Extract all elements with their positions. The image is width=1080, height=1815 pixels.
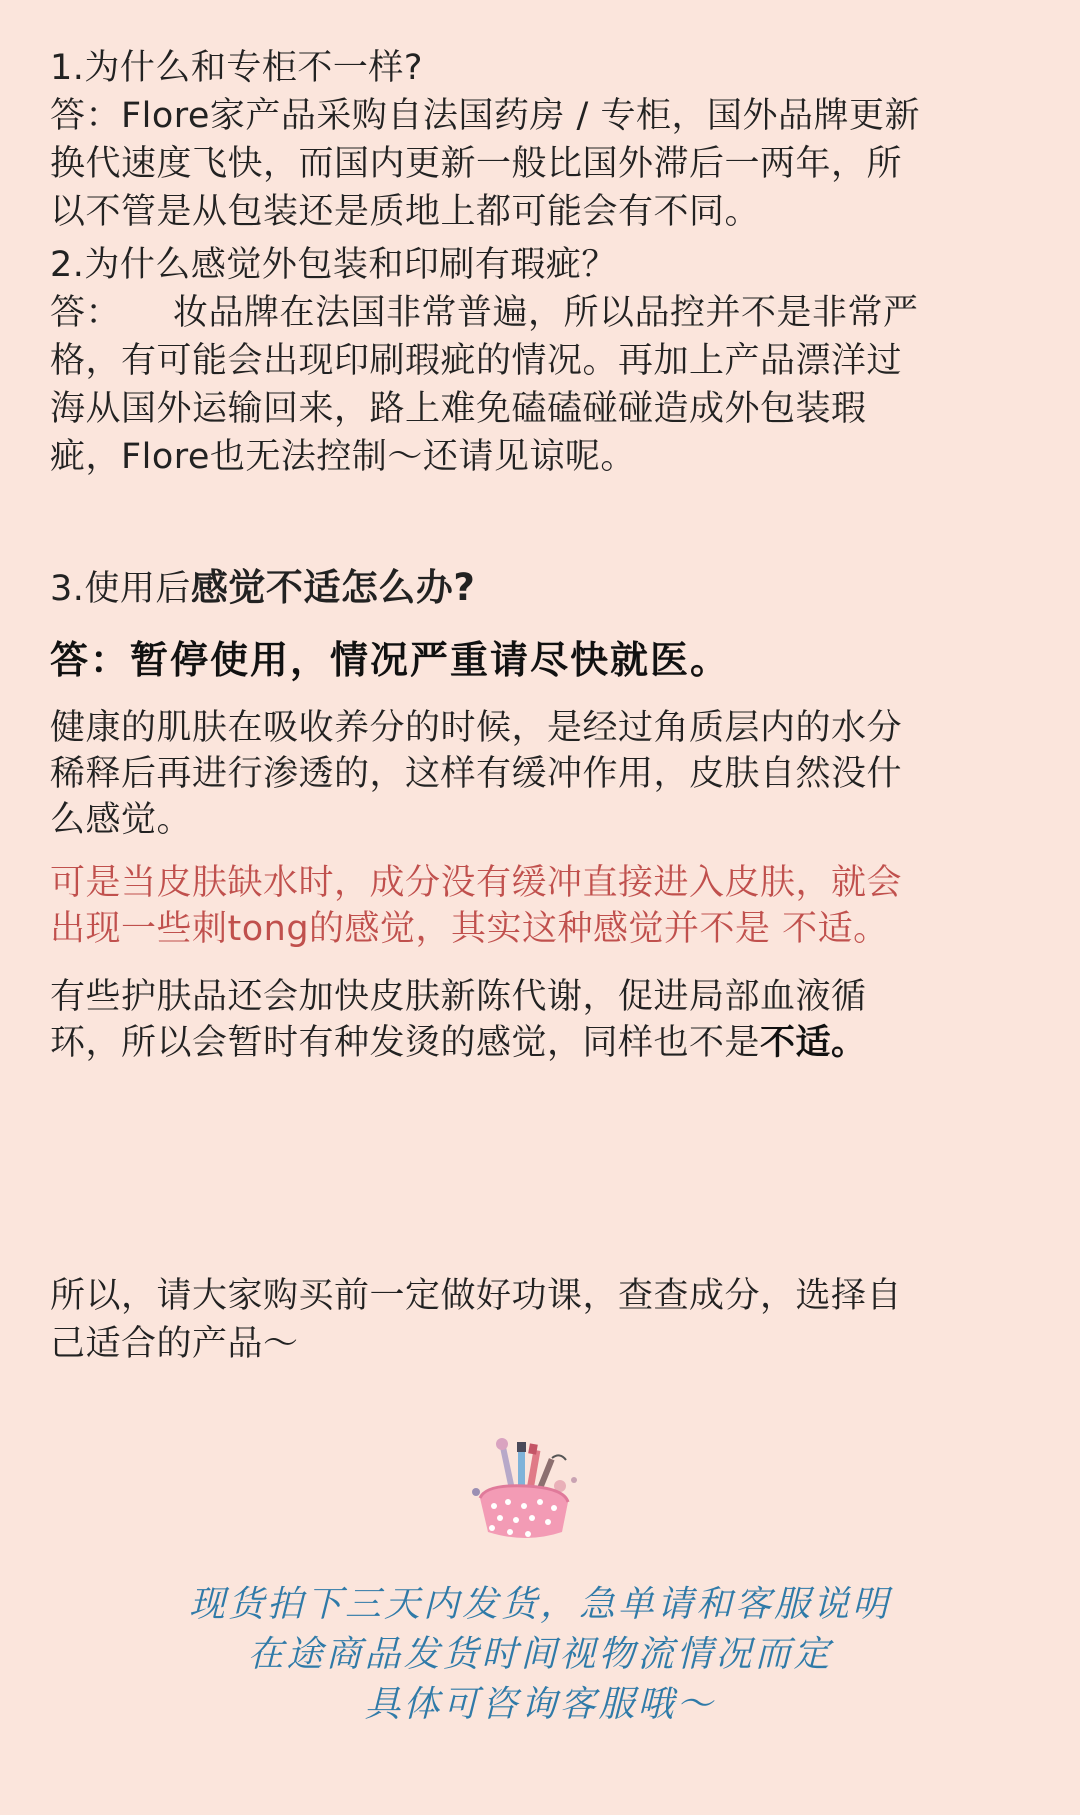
- closing-text: [50, 1272, 1030, 1368]
- q1-answer-line: 以不管是从包装还是质地上都可能会有不同。: [50, 192, 761, 232]
- para1-line: 健康的肌肤在吸收养分的时候，是经过角质层内的水分: [50, 708, 903, 748]
- faq-q3-answer: [50, 632, 1030, 688]
- para3-line2-bold: 不适。: [760, 1023, 867, 1063]
- q2-answer-line: 格，有可能会出现印刷瑕疵的情况。再加上产品漂洋过: [50, 341, 903, 381]
- q2-question: 2.为什么感觉外包装和印刷有瑕疵？: [50, 245, 617, 285]
- para3-line: 有些护肤品还会加快皮肤新陈代谢，促进局部血液循: [50, 977, 867, 1017]
- footer-line: 在途商品发货时间视物流情况而定: [247, 1634, 833, 1675]
- para2-line: 出现一些刺tong的感觉，其实这种感觉并不是 不适。: [50, 909, 889, 949]
- faq-q2: [50, 241, 1030, 481]
- q3-question-prefix: 3.使用后: [50, 569, 191, 609]
- cosmetic-bag-icon: [466, 1436, 586, 1546]
- faq-q1: [50, 44, 1030, 236]
- q3-para2-highlight: [50, 860, 1030, 952]
- closing-line: 所以，请大家购买前一定做好功课，查查成分，选择自: [50, 1276, 903, 1316]
- para3-line2-prefix: 环，所以会暂时有种发烫的感觉，同样也不是: [50, 1023, 761, 1063]
- q3-para3: [50, 974, 1030, 1066]
- q3-answer: 答：暂停使用，情况严重请尽快就医。: [50, 638, 731, 682]
- closing-line: 己适合的产品～: [50, 1324, 299, 1364]
- q1-answer-line: 换代速度飞快，而国内更新一般比国外滞后一两年，所: [50, 144, 903, 184]
- para2-line: 可是当皮肤缺水时，成分没有缓冲直接进入皮肤，就会: [50, 863, 903, 903]
- para1-line: 稀释后再进行渗透的，这样有缓冲作用，皮肤自然没什: [50, 754, 903, 794]
- q3-question-bold: 感觉不适怎么办?: [190, 566, 476, 609]
- q2-answer-first-line: [50, 289, 1030, 337]
- q2-answer-first: 妆品牌在法国非常普遍，所以品控并不是非常严: [173, 293, 919, 333]
- faq-q3-question: [50, 562, 1030, 615]
- q2-answer-line: 疵，Flore也无法控制～还请见谅呢。: [50, 437, 636, 477]
- q1-answer-line: 答：Flore家产品采购自法国药房 / 专柜，国外品牌更新: [50, 96, 920, 136]
- q1-question: 1.为什么和专柜不一样?: [50, 48, 423, 88]
- para1-line: 么感觉。: [50, 800, 193, 840]
- footer-line: 具体可咨询客服哦～: [364, 1684, 716, 1725]
- q3-para1: [50, 705, 1030, 843]
- footer-line: 现货拍下三天内发货，急单请和客服说明: [188, 1584, 891, 1625]
- shipping-notice: [0, 1580, 1080, 1730]
- q2-answer-prefix: 答：: [50, 293, 122, 333]
- q2-answer-line: 海从国外运输回来，路上难免磕磕碰碰造成外包装瑕: [50, 389, 867, 429]
